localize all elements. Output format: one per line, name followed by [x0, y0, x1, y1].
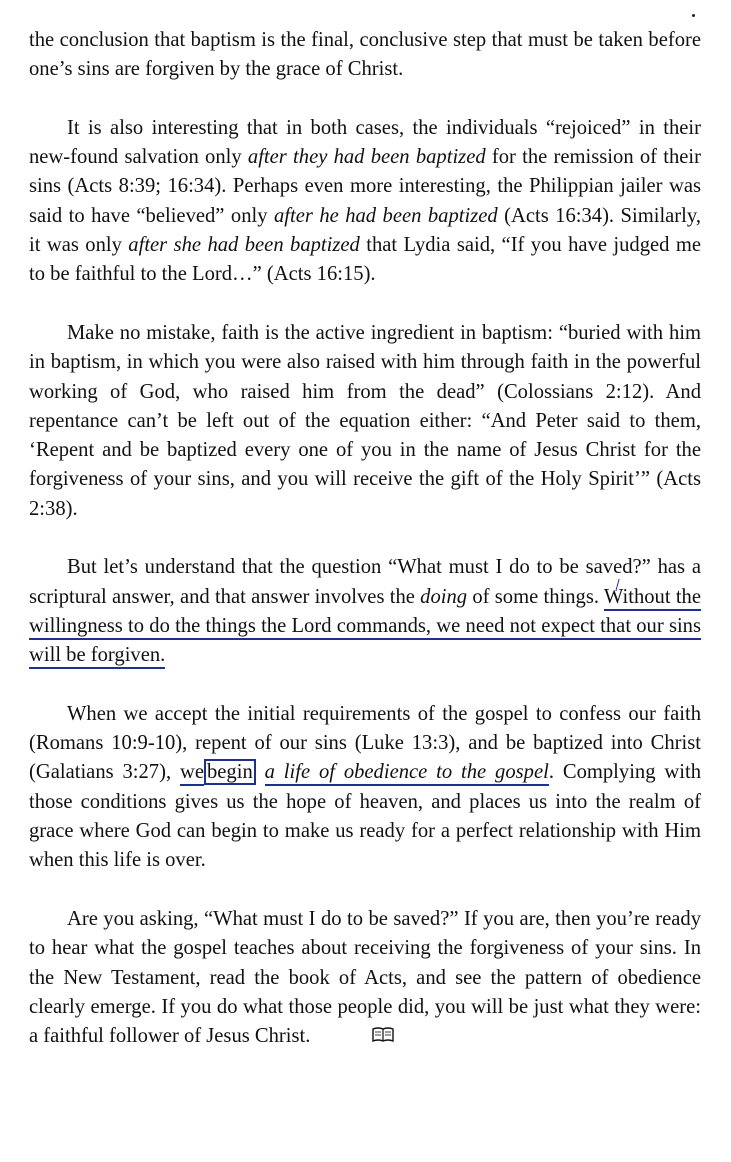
- paragraph-6: [29, 905, 701, 1052]
- paragraph-1: [29, 26, 701, 85]
- p2-italic-b: after they had been baptized: [247, 146, 486, 169]
- p2-text-e: (Acts 16:34). Similarly, it was only: [29, 204, 701, 257]
- p2-text-c: for the remission of their sins (Acts 8:39; 16:34). Perhaps even more interesting, the Philippian jailer was said to have “believed” only: [29, 146, 702, 227]
- paragraph-2: [29, 114, 701, 290]
- paragraph-3-text: Make no mistake, faith is the active ingredient in baptism: “buried with him in baptism, in which you were also raised with him through faith in the powerful working of God, who raised him from the dead” (Colossians 2:12). And repentance can’t be left out of the equation either: “And Peter said to them, ‘Repent and be baptized every one of you in the name of Jesus Christ for the forgiveness of your sins, and you will receive the gift of the Holy Spirit’” (Acts 2:38).: [29, 321, 701, 520]
- paragraph-1-text: the conclusion that baptism is the final, conclusive step that must be taken before one’s sins are forgiven by the grace of Christ.: [29, 29, 701, 81]
- p5-boxed-begin: begin: [204, 759, 256, 785]
- paragraph-gap: [29, 876, 701, 905]
- paragraph-4: [29, 553, 701, 670]
- p5-underlined-we: we: [180, 761, 204, 786]
- paragraph-gap: [29, 85, 701, 114]
- stray-dot: [692, 14, 695, 17]
- p2-italic-d: after he had been baptized: [273, 204, 498, 227]
- p4-italic-b: doing: [420, 585, 468, 608]
- paragraph-6-text: Are you asking, “What must I do to be saved?” If you are, then you’re ready to hear what the gospel teaches about receiving the forgiveness of your sins. In the New Testament, read the book of Acts, and see the pattern of obedience clearly emerge. If you do what those people did, you will be just what they were: a faithful follower of Jesus Christ.: [29, 907, 701, 1048]
- paragraph-gap: [29, 290, 701, 319]
- p2-text-g: that Lydia said, “If you have judged me to be faithful to the Lord…” (Acts 16:15).: [29, 234, 701, 286]
- paragraph-5: [29, 700, 701, 876]
- p4-text-a: But let’s understand that the question “What must I do to be saved?” has a scriptural answer, and that answer involves the: [29, 556, 701, 608]
- p4-underlined-sentence: Without the willingness to do the things the Lord commands, we need not expect that our sins will be forgiven.: [29, 586, 701, 670]
- paragraph-gap: [29, 671, 701, 700]
- p5-text-e: . Complying with those conditions gives us the hope of heaven, and places us into the realm of grace where God can begin to make us ready for a perfect relationship with Him when this life is over.: [29, 761, 701, 872]
- p2-text-a: It is also interesting that in both cases, the individuals “rejoiced” in their new-found salvation only: [29, 116, 701, 169]
- paragraph-3: [29, 319, 701, 524]
- p2-italic-f: after she had been baptized: [128, 234, 360, 257]
- p5-text-a: When we accept the initial requirements of the gospel to confess our faith (Romans 10:9-10), repent of our sins (Luke 13:3), and be baptized into Christ (Galatians 3:27),: [29, 702, 701, 784]
- page-body: [29, 26, 701, 1052]
- open-book-icon: [334, 1023, 394, 1052]
- paragraph-gap: [29, 524, 701, 553]
- p4-text-c: of some things.: [467, 585, 604, 608]
- p5-italic-underlined: a life of obedience to the gospel: [265, 761, 549, 786]
